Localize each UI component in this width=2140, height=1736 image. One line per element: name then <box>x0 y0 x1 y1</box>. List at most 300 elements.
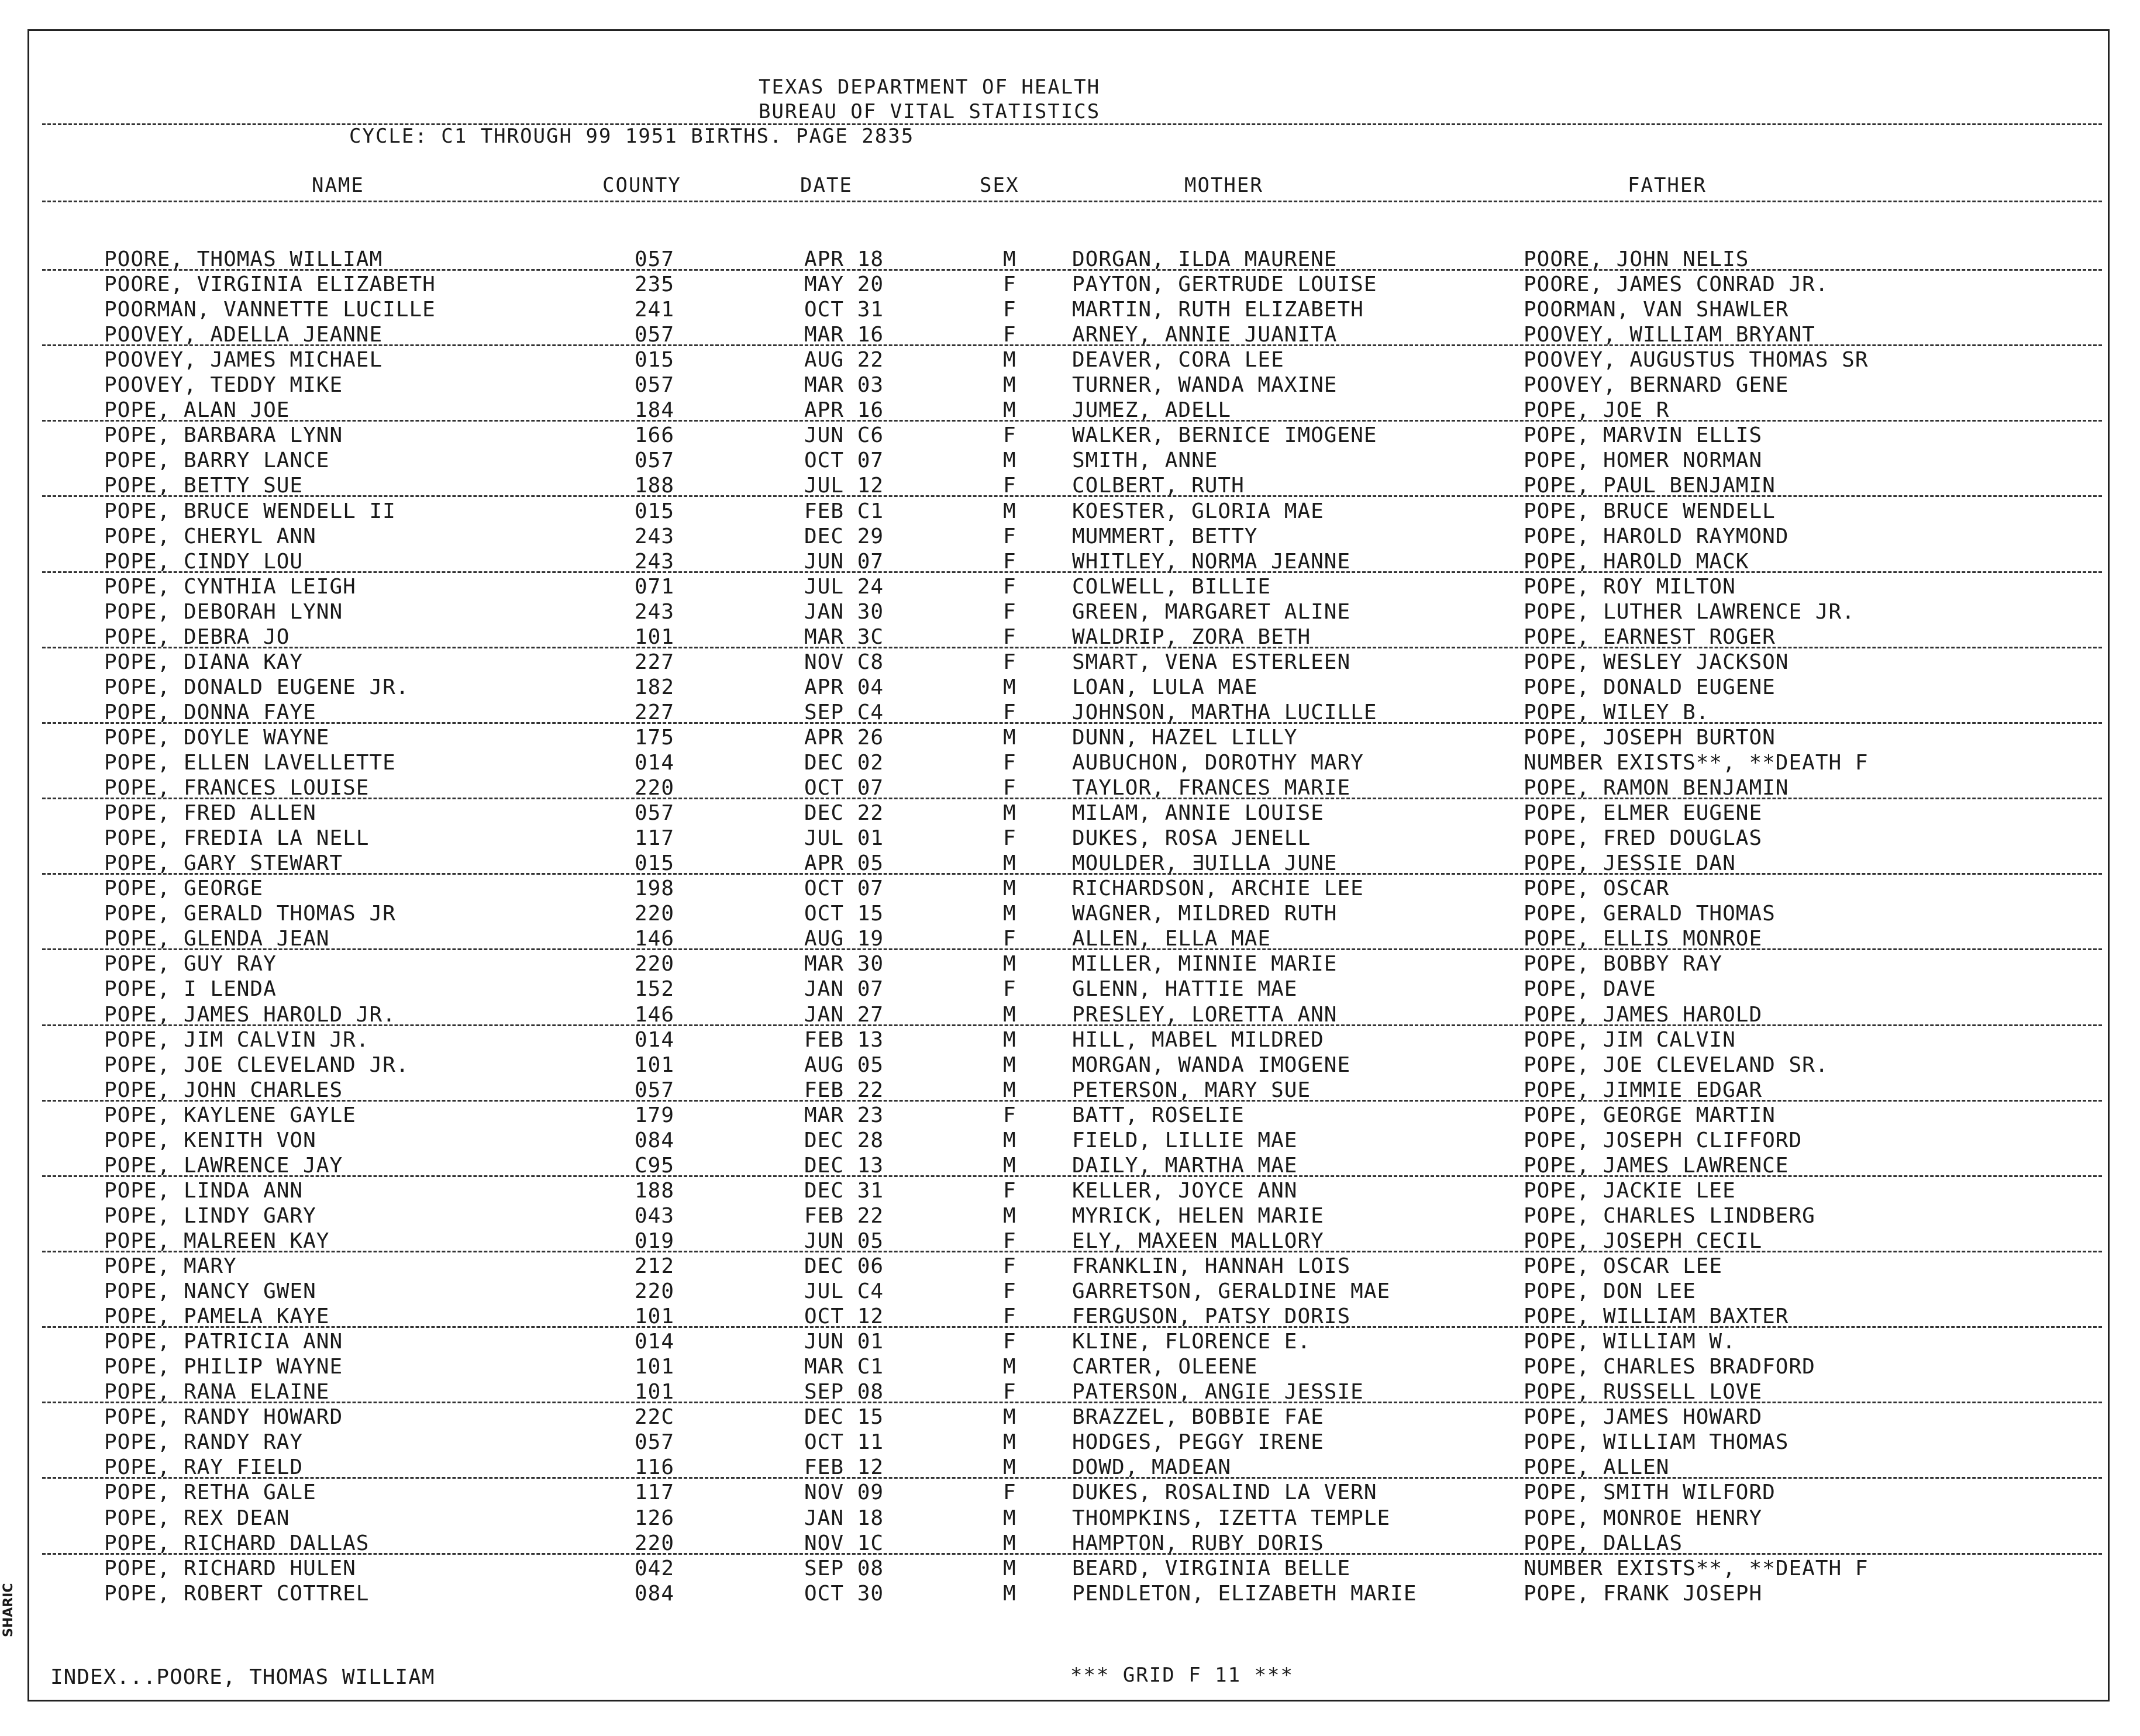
cell-father: POPE, OSCAR <box>1524 876 1670 901</box>
cell-sex: F <box>1003 1304 1016 1329</box>
cell-father: POPE, MONROE HENRY <box>1524 1506 1763 1530</box>
cell-sex: M <box>1003 952 1016 976</box>
cell-name: POOVEY, ADELLA JEANNE <box>104 323 383 347</box>
row-rule <box>42 873 2102 875</box>
cell-sex: M <box>1003 1556 1016 1580</box>
column-header-sex: SEX <box>980 174 1019 197</box>
cell-sex: M <box>1003 876 1016 901</box>
cell-date: NOV C8 <box>804 650 884 674</box>
cell-county: 057 <box>635 801 675 826</box>
cell-sex: F <box>1003 474 1016 498</box>
row-rule <box>42 571 2102 573</box>
cell-father: POPE, DALLAS <box>1524 1531 1683 1555</box>
cell-father: POPE, WILLIAM W. <box>1524 1330 1736 1354</box>
table-row <box>29 1455 2108 1480</box>
cell-father: POPE, BRUCE WENDELL <box>1524 499 1776 523</box>
cell-father: POPE, WILLIAM THOMAS <box>1524 1430 1789 1455</box>
table-row <box>29 1203 2108 1228</box>
table-row <box>29 1178 2108 1203</box>
cell-father: POOVEY, AUGUSTUS THOMAS SR <box>1524 348 1869 372</box>
cell-mother: DORGAN, ILDA MAURENE <box>1072 247 1338 271</box>
cell-sex: M <box>1003 851 1016 876</box>
cell-mother: ARNEY, ANNIE JUANITA <box>1072 323 1338 347</box>
cell-name: POPE, CHERYL ANN <box>104 524 316 548</box>
cell-mother: RICHARDSON, ARCHIE LEE <box>1072 876 1364 901</box>
cell-date: NOV 1C <box>804 1531 884 1555</box>
column-header-county: COUNTY <box>602 174 681 197</box>
cell-name: POPE, GUY RAY <box>104 952 277 976</box>
cell-name: POPE, GERALD THOMAS JR <box>104 902 396 926</box>
cell-date: MAY 20 <box>804 272 884 297</box>
cell-county: 198 <box>635 876 675 901</box>
cell-county: 220 <box>635 1531 675 1555</box>
cell-county: 101 <box>635 1304 675 1329</box>
cell-county: 057 <box>635 448 675 473</box>
cell-date: FEB C1 <box>804 499 884 523</box>
cell-name: POPE, RETHA GALE <box>104 1480 316 1505</box>
cell-sex: F <box>1003 549 1016 574</box>
table-row <box>29 1430 2108 1455</box>
table-row <box>29 1304 2108 1329</box>
cell-date: MAR 30 <box>804 952 884 976</box>
cell-father: POPE, JAMES HOWARD <box>1524 1405 1763 1430</box>
cell-county: 22C <box>635 1405 675 1430</box>
cell-county: 184 <box>635 398 675 423</box>
cell-father: POPE, JIMMIE EDGAR <box>1524 1078 1763 1102</box>
cell-father: POPE, JACKIE LEE <box>1524 1178 1736 1203</box>
cell-sex: M <box>1003 801 1016 826</box>
cell-sex: M <box>1003 247 1016 271</box>
table-row <box>29 650 2108 675</box>
table-row <box>29 851 2108 876</box>
table-row <box>29 272 2108 297</box>
cell-mother: JUMEZ, ADELL <box>1072 398 1232 423</box>
cell-county: 146 <box>635 927 675 951</box>
cell-name: POPE, GARY STEWART <box>104 851 343 876</box>
cell-father: POPE, JESSIE DAN <box>1524 851 1736 876</box>
cell-county: 243 <box>635 549 675 574</box>
cell-date: OCT 12 <box>804 1304 884 1329</box>
cell-county: 126 <box>635 1506 675 1530</box>
cell-name: POPE, RANDY HOWARD <box>104 1405 343 1430</box>
table-row <box>29 1228 2108 1254</box>
cell-name: POPE, PAMELA KAYE <box>104 1304 330 1329</box>
cell-date: FEB 22 <box>804 1203 884 1228</box>
table-row <box>29 1103 2108 1128</box>
cell-mother: FIELD, LILLIE MAE <box>1072 1128 1298 1152</box>
side-tag: SHARIC <box>1 1583 16 1637</box>
table-row <box>29 800 2108 826</box>
cell-father: POOVEY, WILLIAM BRYANT <box>1524 323 1815 347</box>
cell-father: POPE, ELLIS MONROE <box>1524 927 1763 951</box>
cell-county: 057 <box>635 323 675 347</box>
cell-date: JAN 30 <box>804 599 884 624</box>
cell-date: JUN 01 <box>804 1330 884 1354</box>
row-rule <box>42 1553 2102 1555</box>
cell-date: APR 26 <box>804 725 884 750</box>
header-cycle: CYCLE: C1 THROUGH 99 1951 BIRTHS. PAGE 2835 <box>349 125 915 148</box>
cell-sex: M <box>1003 398 1016 423</box>
cell-county: 243 <box>635 599 675 624</box>
cell-name: POPE, BETTY SUE <box>104 474 304 498</box>
cell-date: DEC 22 <box>804 801 884 826</box>
cell-father: POPE, ALLEN <box>1524 1455 1670 1480</box>
cell-sex: F <box>1003 1480 1016 1505</box>
cell-father: POPE, JOE CLEVELAND SR. <box>1524 1052 1829 1077</box>
cell-name: POPE, PHILIP WAYNE <box>104 1355 343 1379</box>
cell-date: FEB 13 <box>804 1027 884 1052</box>
row-rule <box>42 1251 2102 1252</box>
cell-date: JAN 27 <box>804 1002 884 1027</box>
cell-sex: F <box>1003 423 1016 448</box>
cell-father: POPE, DAVE <box>1524 977 1656 1002</box>
column-header-father: FATHER <box>1628 174 1707 197</box>
cell-sex: M <box>1003 1405 1016 1430</box>
cell-mother: MYRICK, HELEN MARIE <box>1072 1203 1324 1228</box>
cell-mother: FRANKLIN, HANNAH LOIS <box>1072 1254 1351 1278</box>
cell-father: POPE, HOMER NORMAN <box>1524 448 1763 473</box>
table-row <box>29 1581 2108 1606</box>
cell-mother: AUBUCHON, DOROTHY MARY <box>1072 751 1364 775</box>
cell-sex: M <box>1003 1128 1016 1152</box>
row-rule <box>42 1402 2102 1403</box>
table-row <box>29 901 2108 926</box>
cell-sex: F <box>1003 650 1016 674</box>
cell-sex: M <box>1003 1506 1016 1530</box>
cell-sex: F <box>1003 1380 1016 1404</box>
cell-sex: F <box>1003 1279 1016 1304</box>
cell-father: NUMBER EXISTS**, **DEATH F <box>1524 1556 1869 1580</box>
cell-sex: M <box>1003 1581 1016 1606</box>
cell-date: MAR 3C <box>804 624 884 649</box>
cell-sex: M <box>1003 1052 1016 1077</box>
cell-name: POPE, DONALD EUGENE JR. <box>104 675 409 699</box>
table-row <box>29 1404 2108 1430</box>
table-row <box>29 876 2108 901</box>
cell-county: 182 <box>635 675 675 699</box>
cell-mother: MARTIN, RUTH ELIZABETH <box>1072 298 1364 322</box>
cell-county: 057 <box>635 1078 675 1102</box>
cell-name: POPE, BARRY LANCE <box>104 448 330 473</box>
cell-name: POPE, PATRICIA ANN <box>104 1330 343 1354</box>
table-row <box>29 247 2108 272</box>
cell-date: DEC 31 <box>804 1178 884 1203</box>
cell-sex: M <box>1003 348 1016 372</box>
cell-sex: F <box>1003 1254 1016 1278</box>
cell-county: 117 <box>635 826 675 851</box>
cell-county: 175 <box>635 725 675 750</box>
row-rule <box>42 1100 2102 1102</box>
cell-date: AUG 05 <box>804 1052 884 1077</box>
index-page <box>27 29 2110 1702</box>
cell-sex: F <box>1003 624 1016 649</box>
cell-name: POPE, ROBERT COTTREL <box>104 1581 370 1606</box>
cell-mother: JOHNSON, MARTHA LUCILLE <box>1072 700 1377 724</box>
cell-mother: MUMMERT, BETTY <box>1072 524 1258 548</box>
cell-father: POPE, OSCAR LEE <box>1524 1254 1723 1278</box>
table-row <box>29 1354 2108 1379</box>
cell-county: 188 <box>635 1178 675 1203</box>
cell-sex: M <box>1003 675 1016 699</box>
cell-date: OCT 11 <box>804 1430 884 1455</box>
cell-father: POPE, GERALD THOMAS <box>1524 902 1776 926</box>
cell-county: 071 <box>635 574 675 599</box>
table-row <box>29 347 2108 372</box>
cell-date: OCT 30 <box>804 1581 884 1606</box>
cell-county: 015 <box>635 348 675 372</box>
cell-name: POPE, DONNA FAYE <box>104 700 316 724</box>
cell-county: 179 <box>635 1103 675 1127</box>
cell-father: NUMBER EXISTS**, **DEATH F <box>1524 751 1869 775</box>
cell-mother: WALKER, BERNICE IMOGENE <box>1072 423 1377 448</box>
cell-date: FEB 22 <box>804 1078 884 1102</box>
cell-county: 101 <box>635 1380 675 1404</box>
cell-county: C95 <box>635 1153 675 1178</box>
table-row <box>29 473 2108 498</box>
table-row <box>29 750 2108 775</box>
cell-father: POPE, LUTHER LAWRENCE JR. <box>1524 599 1855 624</box>
cell-county: 014 <box>635 1330 675 1354</box>
cell-father: POPE, JOE R <box>1524 398 1670 423</box>
cell-county: 014 <box>635 751 675 775</box>
table-row <box>29 675 2108 700</box>
cell-mother: LOAN, LULA MAE <box>1072 675 1258 699</box>
cell-name: POPE, KAYLENE GAYLE <box>104 1103 356 1127</box>
table-row <box>29 926 2108 951</box>
row-rule <box>42 1175 2102 1177</box>
cell-father: POPE, PAUL BENJAMIN <box>1524 474 1776 498</box>
cell-father: POPE, RAMON BENJAMIN <box>1524 776 1789 800</box>
table-row <box>29 1052 2108 1078</box>
cell-sex: M <box>1003 1153 1016 1178</box>
cell-mother: DOWD, MADEAN <box>1072 1455 1232 1480</box>
cell-date: APR 05 <box>804 851 884 876</box>
cell-mother: BATT, ROSELIE <box>1072 1103 1245 1127</box>
cell-father: POORE, JAMES CONRAD JR. <box>1524 272 1829 297</box>
cell-date: JAN 18 <box>804 1506 884 1530</box>
cell-name: POPE, I LENDA <box>104 977 277 1002</box>
cell-father: POOVEY, BERNARD GENE <box>1524 373 1789 398</box>
row-rule <box>42 420 2102 422</box>
cell-county: 057 <box>635 373 675 398</box>
cell-father: POPE, ELMER EUGENE <box>1524 801 1763 826</box>
cell-county: 212 <box>635 1254 675 1278</box>
cell-name: POPE, RANA ELAINE <box>104 1380 330 1404</box>
cell-name: POPE, GEORGE <box>104 876 264 901</box>
table-row <box>29 1556 2108 1581</box>
column-header-rule <box>42 201 2102 202</box>
table-row <box>29 423 2108 448</box>
cell-father: POPE, JOSEPH CLIFFORD <box>1524 1128 1803 1152</box>
cell-mother: COLBERT, RUTH <box>1072 474 1245 498</box>
cell-name: POPE, MALREEN KAY <box>104 1228 330 1253</box>
cell-date: MAR 23 <box>804 1103 884 1127</box>
cell-mother: BRAZZEL, BOBBIE FAE <box>1072 1405 1324 1430</box>
cell-father: POPE, DONALD EUGENE <box>1524 675 1776 699</box>
cell-date: DEC 13 <box>804 1153 884 1178</box>
cell-sex: M <box>1003 373 1016 398</box>
cell-sex: F <box>1003 599 1016 624</box>
cell-father: POPE, BOBBY RAY <box>1524 952 1723 976</box>
cell-county: 152 <box>635 977 675 1002</box>
cell-county: 101 <box>635 1052 675 1077</box>
table-row <box>29 499 2108 524</box>
cell-sex: M <box>1003 1078 1016 1102</box>
cell-father: POPE, JOSEPH BURTON <box>1524 725 1776 750</box>
cell-mother: PRESLEY, LORETTA ANN <box>1072 1002 1338 1027</box>
cell-mother: HAMPTON, RUBY DORIS <box>1072 1531 1324 1555</box>
cell-mother: SMITH, ANNE <box>1072 448 1218 473</box>
cell-mother: TAYLOR, FRANCES MARIE <box>1072 776 1351 800</box>
cell-mother: MILLER, MINNIE MARIE <box>1072 952 1338 976</box>
cell-county: 227 <box>635 650 675 674</box>
cell-mother: MOULDER, ƎUILLA JUNE <box>1072 851 1338 876</box>
column-header-mother: MOTHER <box>1184 174 1263 197</box>
footer-grid: *** GRID F 11 *** <box>1070 1663 1294 1687</box>
cell-name: POPE, DOYLE WAYNE <box>104 725 330 750</box>
cell-name: POORE, THOMAS WILLIAM <box>104 247 383 271</box>
cell-sex: F <box>1003 272 1016 297</box>
cell-county: 101 <box>635 1355 675 1379</box>
cell-sex: F <box>1003 574 1016 599</box>
cell-county: 220 <box>635 776 675 800</box>
cell-father: POPE, CHARLES BRADFORD <box>1524 1355 1815 1379</box>
cell-father: POPE, MARVIN ELLIS <box>1524 423 1763 448</box>
header-department: TEXAS DEPARTMENT OF HEALTH <box>759 75 1101 99</box>
cell-name: POPE, CINDY LOU <box>104 549 304 574</box>
cell-date: JUN 05 <box>804 1228 884 1253</box>
cell-sex: F <box>1003 700 1016 724</box>
cell-date: OCT 07 <box>804 776 884 800</box>
cell-mother: HODGES, PEGGY IRENE <box>1072 1430 1324 1455</box>
cell-sex: F <box>1003 1178 1016 1203</box>
cell-name: POPE, JAMES HAROLD JR. <box>104 1002 396 1027</box>
table-row <box>29 1128 2108 1153</box>
table-row <box>29 624 2108 650</box>
cell-date: JAN 07 <box>804 977 884 1002</box>
cell-mother: ALLEN, ELLA MAE <box>1072 927 1271 951</box>
cell-date: NOV 09 <box>804 1480 884 1505</box>
cell-mother: PETERSON, MARY SUE <box>1072 1078 1311 1102</box>
cell-mother: KELLER, JOYCE ANN <box>1072 1178 1298 1203</box>
cell-county: 116 <box>635 1455 675 1480</box>
cell-father: POPE, RUSSELL LOVE <box>1524 1380 1763 1404</box>
cell-mother: WAGNER, MILDRED RUTH <box>1072 902 1338 926</box>
cell-sex: M <box>1003 448 1016 473</box>
cell-name: POPE, BRUCE WENDELL II <box>104 499 396 523</box>
cell-county: 015 <box>635 499 675 523</box>
table-row <box>29 1379 2108 1404</box>
cell-mother: PAYTON, GERTRUDE LOUISE <box>1072 272 1377 297</box>
cell-date: MAR C1 <box>804 1355 884 1379</box>
cell-sex: M <box>1003 1455 1016 1480</box>
cell-mother: WALDRIP, ZORA BETH <box>1072 624 1311 649</box>
cell-mother: GARRETSON, GERALDINE MAE <box>1072 1279 1391 1304</box>
cell-county: 084 <box>635 1128 675 1152</box>
cell-mother: WHITLEY, NORMA JEANNE <box>1072 549 1351 574</box>
cell-name: POPE, MARY <box>104 1254 237 1278</box>
cell-county: 188 <box>635 474 675 498</box>
cell-sex: M <box>1003 499 1016 523</box>
cell-date: JUL 12 <box>804 474 884 498</box>
table-row <box>29 1153 2108 1178</box>
cell-mother: FERGUSON, PATSY DORIS <box>1072 1304 1351 1329</box>
cell-name: POPE, ELLEN LAVELLETTE <box>104 751 396 775</box>
cell-name: POORE, VIRGINIA ELIZABETH <box>104 272 436 297</box>
cell-date: DEC 02 <box>804 751 884 775</box>
cell-name: POPE, FRED ALLEN <box>104 801 316 826</box>
table-row <box>29 448 2108 473</box>
cell-sex: F <box>1003 1228 1016 1253</box>
row-rule <box>42 269 2102 271</box>
table-row <box>29 398 2108 423</box>
table-row <box>29 524 2108 549</box>
cell-sex: F <box>1003 1103 1016 1127</box>
cell-sex: M <box>1003 1531 1016 1555</box>
cell-name: POPE, JOHN CHARLES <box>104 1078 343 1102</box>
cell-sex: F <box>1003 977 1016 1002</box>
cell-name: POPE, FRANCES LOUISE <box>104 776 370 800</box>
cell-mother: PENDLETON, ELIZABETH MARIE <box>1072 1581 1417 1606</box>
cell-name: POPE, RAY FIELD <box>104 1455 304 1480</box>
cell-mother: KLINE, FLORENCE E. <box>1072 1330 1311 1354</box>
cell-sex: F <box>1003 298 1016 322</box>
cell-date: FEB 12 <box>804 1455 884 1480</box>
cell-mother: KOESTER, GLORIA MAE <box>1072 499 1324 523</box>
cell-date: JUL 24 <box>804 574 884 599</box>
table-row <box>29 549 2108 574</box>
cell-county: 227 <box>635 700 675 724</box>
cell-sex: M <box>1003 902 1016 926</box>
cell-mother: BEARD, VIRGINIA BELLE <box>1072 1556 1351 1580</box>
cell-date: DEC 28 <box>804 1128 884 1152</box>
cell-date: JUL C4 <box>804 1279 884 1304</box>
footer-index: INDEX...POORE, THOMAS WILLIAM <box>50 1665 435 1689</box>
table-row <box>29 1078 2108 1103</box>
table-row <box>29 1480 2108 1505</box>
cell-county: 014 <box>635 1027 675 1052</box>
cell-name: POPE, LINDA ANN <box>104 1178 304 1203</box>
cell-county: 015 <box>635 851 675 876</box>
cell-name: POPE, ALAN JOE <box>104 398 290 423</box>
cell-mother: CARTER, OLEENE <box>1072 1355 1258 1379</box>
cell-mother: ELY, MAXEEN MALLORY <box>1072 1228 1324 1253</box>
cell-name: POOVEY, JAMES MICHAEL <box>104 348 383 372</box>
cell-father: POPE, HAROLD RAYMOND <box>1524 524 1789 548</box>
cell-sex: F <box>1003 1330 1016 1354</box>
cell-name: POPE, JIM CALVIN JR. <box>104 1027 370 1052</box>
table-row <box>29 1329 2108 1354</box>
cell-mother: DUKES, ROSA JENELL <box>1072 826 1311 851</box>
cell-date: SEP 08 <box>804 1380 884 1404</box>
row-rule <box>42 647 2102 648</box>
column-header-date: DATE <box>800 174 853 197</box>
table-row <box>29 976 2108 1002</box>
cell-county: 146 <box>635 1002 675 1027</box>
cell-sex: M <box>1003 725 1016 750</box>
cell-name: POPE, DEBRA JO <box>104 624 290 649</box>
cell-county: 220 <box>635 902 675 926</box>
header-bureau: BUREAU OF VITAL STATISTICS <box>759 100 1101 123</box>
row-rule <box>42 495 2102 497</box>
column-header-name: NAME <box>312 174 364 197</box>
cell-name: POPE, JOE CLEVELAND JR. <box>104 1052 409 1077</box>
cell-father: POPE, JIM CALVIN <box>1524 1027 1736 1052</box>
cell-name: POORMAN, VANNETTE LUCILLE <box>104 298 436 322</box>
table-row <box>29 1506 2108 1531</box>
cell-county: 101 <box>635 624 675 649</box>
cell-mother: DEAVER, CORA LEE <box>1072 348 1284 372</box>
